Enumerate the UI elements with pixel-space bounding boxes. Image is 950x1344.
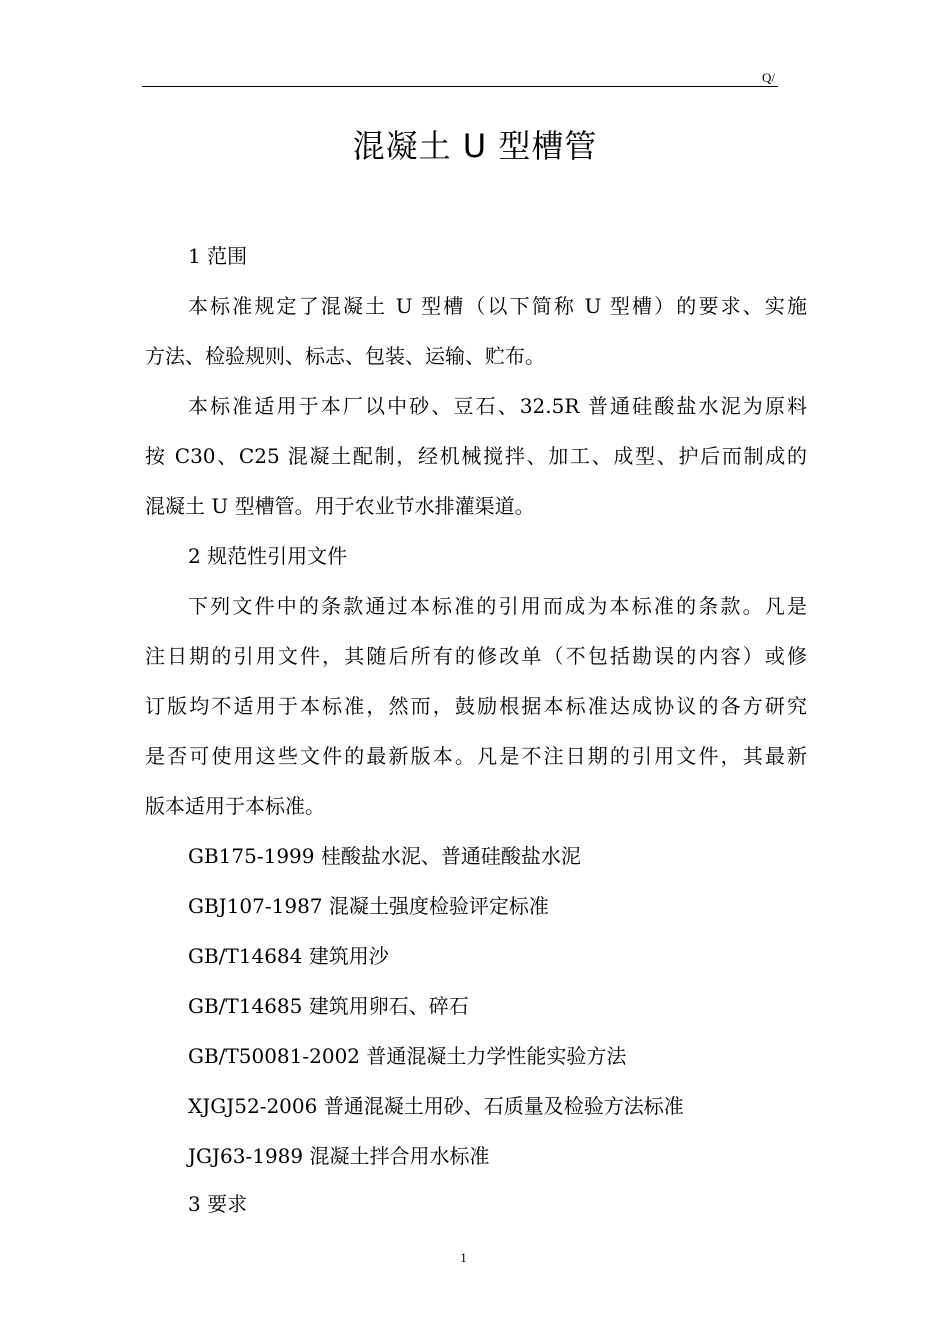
section-1-heading: 1 范围 [188, 244, 248, 268]
paragraph-line: 本标准适用于本厂以中砂、豆石、32.5R 普通硅酸盐水泥为原料 [188, 394, 807, 418]
section-3-heading: 3 要求 [188, 1192, 248, 1216]
reference-item: GB/T14684 建筑用沙 [188, 944, 389, 968]
header-rule [142, 86, 778, 87]
reference-item: XJGJ52-2006 普通混凝土用砂、石质量及检验方法标准 [188, 1094, 684, 1118]
reference-item: GBJ107-1987 混凝土强度检验评定标准 [188, 894, 549, 918]
paragraph-line: 按 C30、C25 混凝土配制，经机械搅拌、加工、成型、护后而制成的 [145, 444, 807, 468]
reference-item: GB/T14685 建筑用卵石、碎石 [188, 994, 469, 1018]
section-2-heading: 2 规范性引用文件 [188, 544, 348, 568]
reference-item: GB/T50081-2002 普通混凝土力学性能实验方法 [188, 1044, 627, 1068]
reference-item: GB175-1999 桂酸盐水泥、普通硅酸盐水泥 [188, 844, 581, 868]
reference-item: JGJ63-1989 混凝土拌合用水标准 [188, 1144, 490, 1168]
document-title: 混凝土 U 型槽管 [352, 127, 598, 165]
paragraph-line: 混凝土 U 型槽管。用于农业节水排灌渠道。 [145, 494, 535, 518]
paragraph-line: 注日期的引用文件，其随后所有的修改单（不包括勘误的内容）或修 [145, 644, 807, 668]
paragraph-line: 版本适用于本标准。 [145, 794, 325, 818]
header-doc-code: Q/ [762, 70, 775, 85]
paragraph-line: 订版均不适用于本标准，然而，鼓励根据本标准达成协议的各方研究 [145, 694, 807, 718]
page-number: 1 [460, 1250, 467, 1265]
paragraph-line: 本标准规定了混凝土 U 型槽（以下简称 U 型槽）的要求、实施 [188, 294, 807, 318]
paragraph-line: 是否可使用这些文件的最新版本。凡是不注日期的引用文件，其最新 [145, 744, 807, 768]
paragraph-line: 下列文件中的条款通过本标准的引用而成为本标准的条款。凡是 [188, 594, 807, 618]
paragraph-line: 方法、检验规则、标志、包装、运输、贮布。 [145, 344, 545, 368]
